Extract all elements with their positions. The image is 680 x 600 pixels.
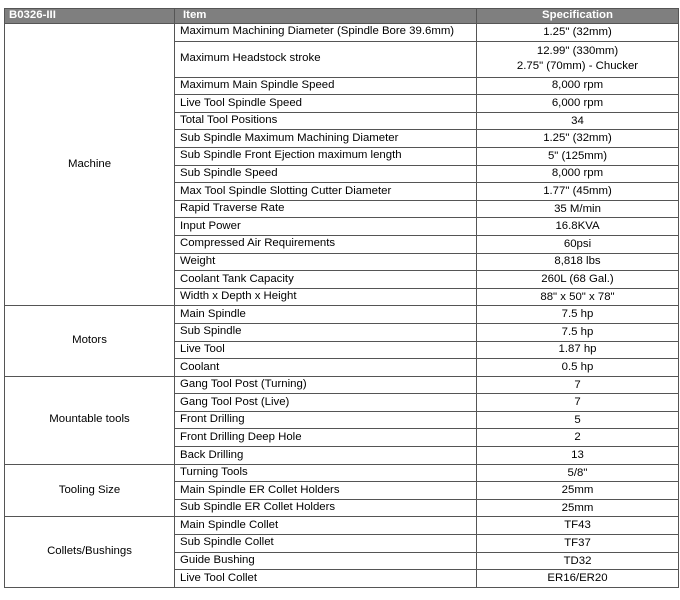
specification-value: 7 [574,396,581,409]
item-cell: Main Spindle ER Collet Holders [175,482,477,500]
specification-value: 7 [574,378,581,391]
specification-cell [477,552,679,570]
specification-cell [477,130,679,148]
item-cell: Main Spindle Collet [175,517,477,535]
specification-cell [477,200,679,218]
item-cell: Sub Spindle Front Ejection maximum length [175,147,477,165]
specification-value: 34 [571,114,584,127]
specification-value: 8,818 lbs [554,255,601,268]
specification-cell [477,411,679,429]
specification-value: ER16/ER20 [547,572,608,585]
item-cell: Live Tool [175,341,477,359]
category-cell: Mountable tools [5,376,175,464]
specification-value: 2 [574,431,581,444]
specification-cell [477,376,679,394]
specification-cell [477,41,679,77]
item-cell: Coolant [175,359,477,377]
item-cell: Live Tool Spindle Speed [175,95,477,113]
item-cell: Maximum Main Spindle Speed [175,77,477,95]
specification-value: 25mm [561,484,594,497]
specification-value: TF37 [564,536,591,549]
item-cell: Front Drilling [175,411,477,429]
specification-cell [477,253,679,271]
header-row [5,9,679,24]
specification-cell [477,288,679,306]
specification-cell [477,359,679,377]
table-row [5,376,679,394]
specification-value: 1.87 hp [558,343,597,356]
specification-cell [477,429,679,447]
specification-body [5,24,679,588]
item-cell: Live Tool Collet [175,570,477,588]
item-cell: Maximum Headstock stroke [175,41,477,77]
specification-cell [477,95,679,113]
specification-value: 1.25" (32mm) [543,25,612,38]
specification-cell [477,447,679,465]
specification-value: 6,000 rpm [551,97,604,110]
item-cell: Maximum Machining Diameter (Spindle Bore 39.6mm) [175,24,477,42]
specification-value: 12.99" (330mm) [536,45,619,58]
specification-cell [477,147,679,165]
item-cell: Input Power [175,218,477,236]
specification-cell [477,482,679,500]
item-cell: Width x Depth x Height [175,288,477,306]
item-cell: Coolant Tank Capacity [175,271,477,289]
item-cell: Gang Tool Post (Live) [175,394,477,412]
item-cell: Sub Spindle ER Collet Holders [175,499,477,517]
category-cell: Motors [5,306,175,376]
specification-table [4,8,679,588]
category-cell: Collets/Bushings [5,517,175,587]
item-cell: Main Spindle [175,306,477,324]
category-cell: Machine [5,24,175,306]
specification-value: TF43 [564,519,591,532]
header-item: Item [175,9,477,24]
specification-cell [477,271,679,289]
specification-cell [477,24,679,42]
specification-cell [477,464,679,482]
specification-cell [477,341,679,359]
specification-cell [477,323,679,341]
table-row [5,24,679,42]
specification-cell [477,112,679,130]
specification-value: 35 M/min [554,202,601,215]
specification-value: 60psi [563,237,592,250]
specification-cell [477,306,679,324]
item-cell: Sub Spindle Collet [175,535,477,553]
specification-value: 16.8KVA [555,220,600,233]
item-cell: Gang Tool Post (Turning) [175,376,477,394]
item-cell: Sub Spindle Maximum Machining Diameter [175,130,477,148]
specification-cell [477,183,679,201]
specification-value: 88" x 50" x 78" [540,290,615,303]
specification-cell [477,394,679,412]
item-cell: Total Tool Positions [175,112,477,130]
specification-cell [477,535,679,553]
specification-value: 1.77" (45mm) [543,185,612,198]
item-cell: Front Drilling Deep Hole [175,429,477,447]
specification-value: 25mm [561,501,594,514]
item-cell: Sub Spindle [175,323,477,341]
specification-cell [477,165,679,183]
specification-value: 7.5 hp [561,325,594,338]
item-cell: Max Tool Spindle Slotting Cutter Diameter [175,183,477,201]
item-cell: Turning Tools [175,464,477,482]
specification-cell [477,570,679,588]
specification-value: 260L (68 Gal.) [541,273,614,285]
specification-value: 1.25" (32mm) [543,132,612,145]
specification-value: 5 [574,413,581,426]
table-row [5,464,679,482]
specification-cell [477,235,679,253]
specification-value: 5/8" [567,466,588,479]
specification-value: TD32 [563,554,592,567]
specification-value: 13 [571,448,584,461]
specification-cell [477,499,679,517]
specification-value: 0.5 hp [561,360,594,373]
specification-value: 2.75" (70mm) - Chucker [516,60,639,73]
header-model: B0326-III [5,9,175,24]
specification-cell [477,517,679,535]
specification-value: 8,000 rpm [551,167,604,180]
specification-value: 7.5 hp [561,308,594,321]
table-row [5,517,679,535]
specification-value: 5" (125mm) [547,149,608,162]
item-cell: Rapid Traverse Rate [175,200,477,218]
table-row [5,306,679,324]
specification-cell [477,77,679,95]
item-cell: Compressed Air Requirements [175,235,477,253]
item-cell: Weight [175,253,477,271]
item-cell: Back Drilling [175,447,477,465]
item-cell: Sub Spindle Speed [175,165,477,183]
header-specification: Specification [477,9,679,24]
specification-value: 8,000 rpm [551,79,604,92]
item-cell: Guide Bushing [175,552,477,570]
category-cell: Tooling Size [5,464,175,517]
specification-cell [477,218,679,236]
